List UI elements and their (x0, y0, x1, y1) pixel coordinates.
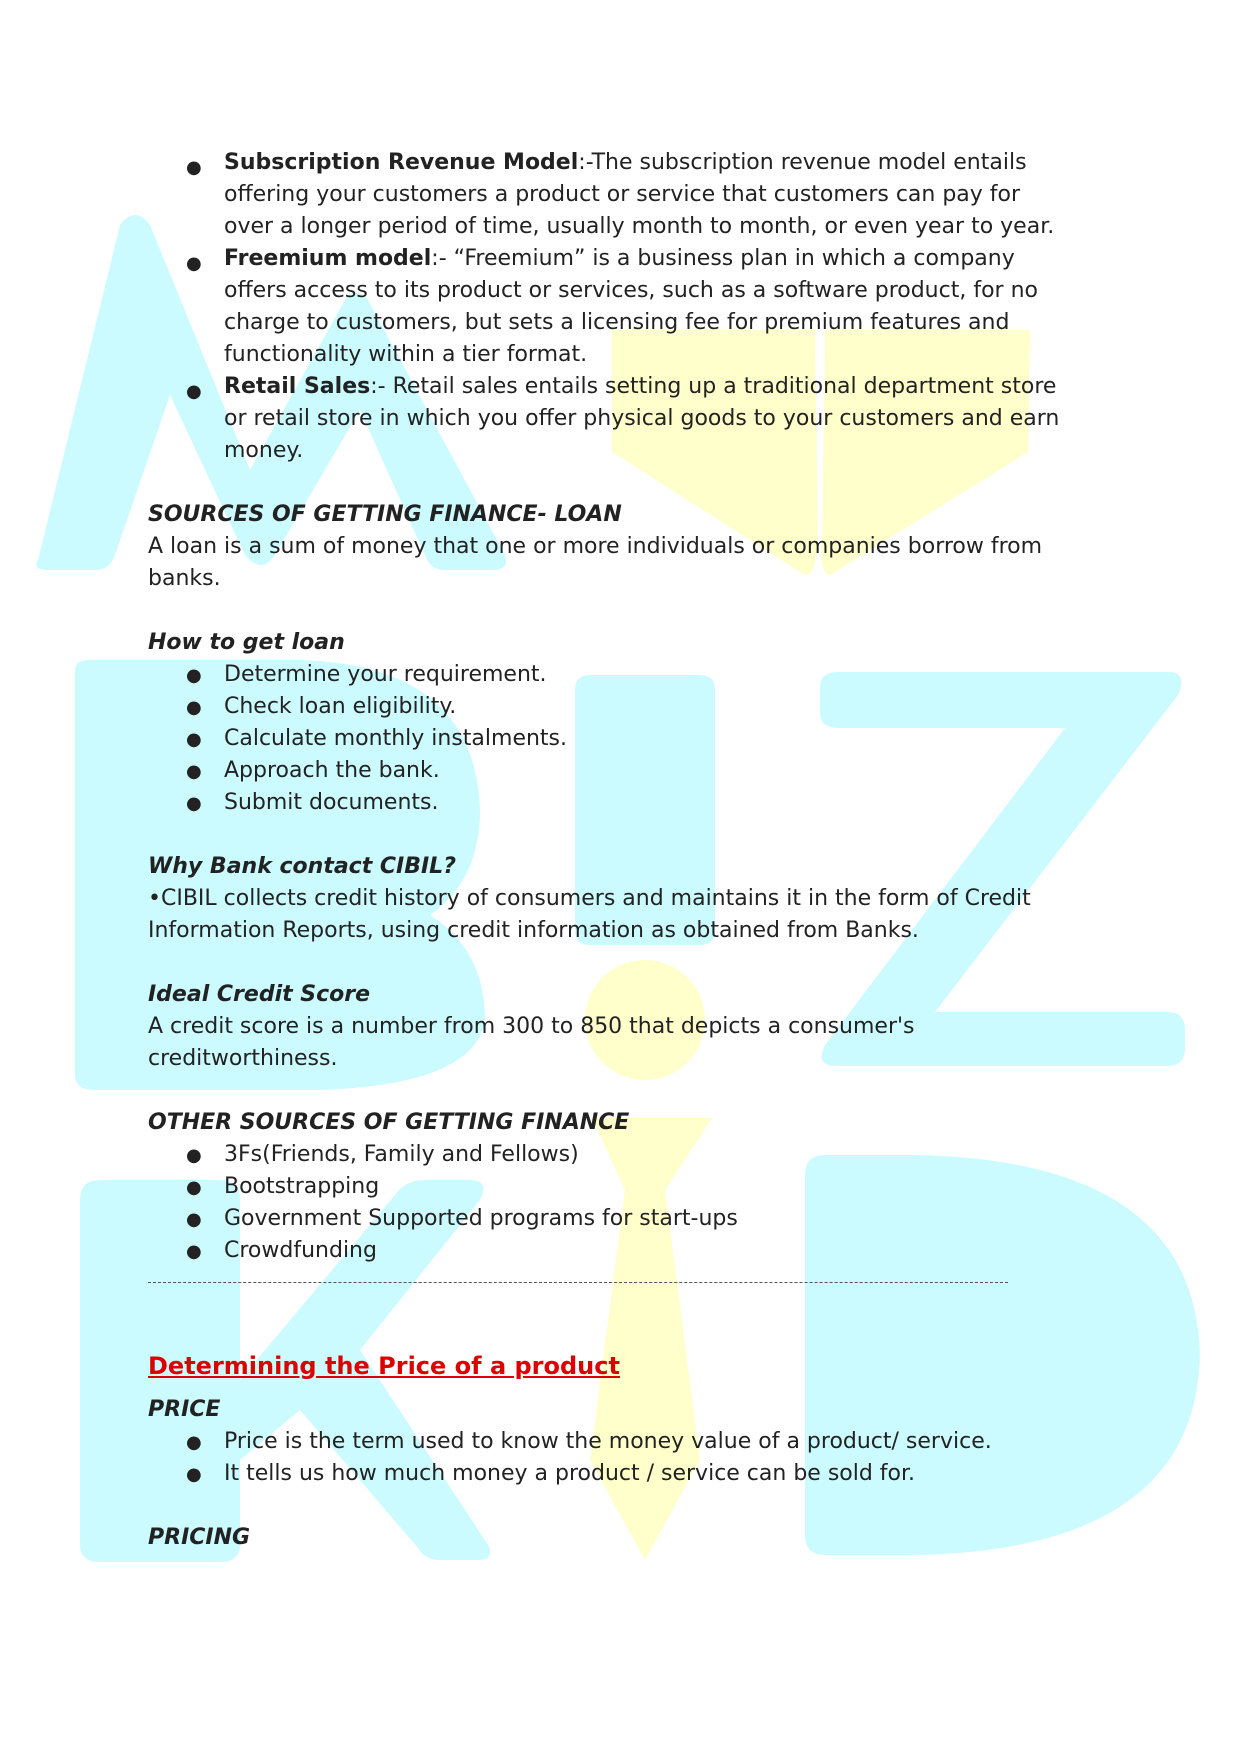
list-item-text: Determine your requirement. (224, 662, 547, 687)
credit-score-text-line-1: A credit score is a number from 300 to 850 that depicts a consumer's (148, 1014, 915, 1039)
retail-sales-line-2: or retail store in which you offer physical goods to your customers and earn (224, 406, 1060, 431)
other-sources-heading: OTHER SOURCES OF GETTING FINANCE (148, 1110, 630, 1135)
bullet-dot: ● (186, 793, 202, 814)
loan-text-line-2: banks. (148, 566, 221, 591)
freemium-model-line-2: offers access to its product or services, such as a software product, for no (224, 278, 1038, 303)
bullet-dot: ● (186, 697, 202, 718)
cibil-heading: Why Bank contact CIBIL? (148, 854, 456, 879)
subscription-model-line-2: offering your customers a product or service that customers can pay for (224, 182, 1021, 207)
list-item-text: Calculate monthly instalments. (224, 726, 567, 751)
bullet-dot: ● (186, 665, 202, 686)
how-to-get-loan-heading: How to get loan (148, 630, 345, 655)
list-item-text: Government Supported programs for start-ups (224, 1206, 738, 1231)
retail-sales-line-3: money. (224, 438, 304, 463)
bullet-dot: ● (186, 729, 202, 750)
list-item-text: Submit documents. (224, 790, 439, 815)
list-item-text: Check loan eligibility. (224, 694, 457, 719)
section-divider (148, 1282, 1008, 1283)
price-heading: PRICE (148, 1397, 221, 1422)
bullet-dot: ● (186, 1464, 202, 1485)
bullet-dot: ● (186, 253, 202, 274)
subscription-model-line-3: over a longer period of time, usually month to month, or even year to year. (224, 214, 1055, 239)
bullet-dot: ● (186, 1209, 202, 1230)
credit-score-text-line-2: creditworthiness. (148, 1046, 338, 1071)
credit-score-heading: Ideal Credit Score (148, 982, 371, 1007)
pricing-section-title: Determining the Price of a product (148, 1352, 620, 1380)
loan-heading: SOURCES OF GETTING FINANCE- LOAN (148, 502, 622, 527)
list-item-text: Price is the term used to know the money value of a product/ service. (224, 1429, 992, 1454)
bullet-dot: ● (186, 1145, 202, 1166)
bullet-dot: ● (186, 761, 202, 782)
cibil-text-line-1: •CIBIL collects credit history of consumers and maintains it in the form of Credit (148, 886, 1031, 911)
bullet-dot: ● (186, 1241, 202, 1262)
list-item-text: It tells us how much money a product / service can be sold for. (224, 1461, 916, 1486)
freemium-model-line-3: charge to customers, but sets a licensing fee for premium features and (224, 310, 1010, 335)
subscription-model-line-1: Subscription Revenue Model:-The subscription revenue model entails (224, 150, 1027, 175)
loan-text-line-1: A loan is a sum of money that one or more individuals or companies borrow from (148, 534, 1043, 559)
bullet-dot: ● (186, 157, 202, 178)
list-item-text: 3Fs(Friends, Family and Fellows) (224, 1142, 579, 1167)
list-item-text: Approach the bank. (224, 758, 440, 783)
freemium-model-line-1: Freemium model:- “Freemium” is a business plan in which a company (224, 246, 1015, 271)
retail-sales-line-1: Retail Sales:- Retail sales entails setting up a traditional department store (224, 374, 1057, 399)
bullet-dot: ● (186, 1177, 202, 1198)
bullet-dot: ● (186, 1432, 202, 1453)
pricing-heading: PRICING (148, 1525, 251, 1550)
freemium-model-line-4: functionality within a tier format. (224, 342, 588, 367)
list-item-text: Crowdfunding (224, 1238, 377, 1263)
bullet-dot: ● (186, 381, 202, 402)
list-item-text: Bootstrapping (224, 1174, 380, 1199)
cibil-text-line-2: Information Reports, using credit information as obtained from Banks. (148, 918, 919, 943)
